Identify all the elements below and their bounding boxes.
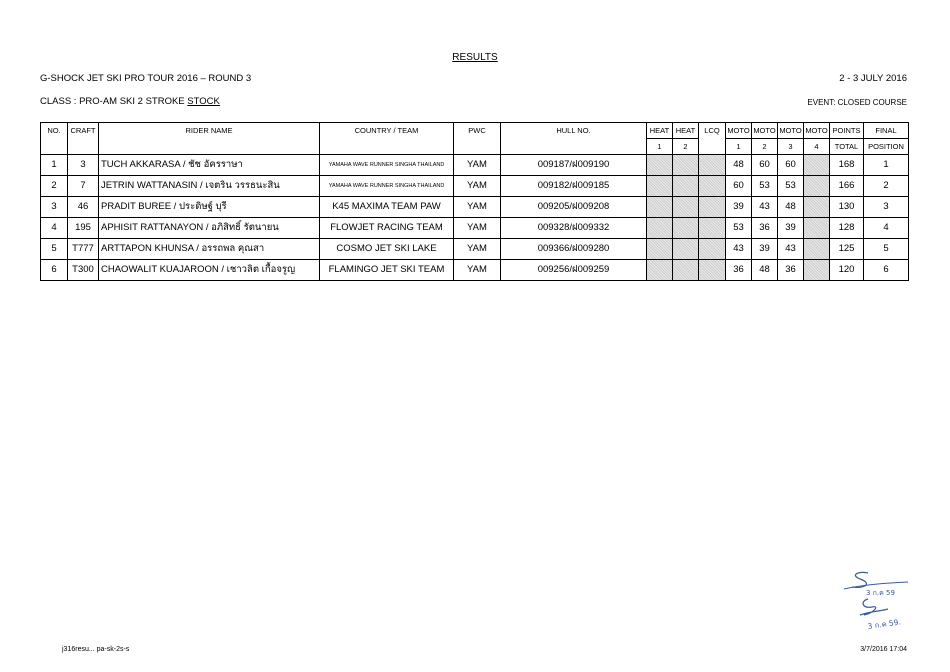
cell-moto-2: 36: [752, 218, 778, 239]
cell-pwc: YAM: [454, 218, 501, 239]
header-row-2: [41, 139, 909, 155]
cell-team: COSMO JET SKI LAKE: [320, 239, 454, 260]
col-heat-2: HEAT: [673, 123, 699, 139]
col-heat-1: HEAT: [647, 123, 673, 139]
table-row: [41, 155, 909, 176]
cell-heat-1: [647, 260, 673, 281]
col-final: FINAL: [864, 123, 909, 139]
col-moto-2: MOTO: [752, 123, 778, 139]
cell-craft: 195: [68, 218, 99, 239]
cell-rider: CHAOWALIT KUAJAROON / เชาวลิต เกื้อจรูญ: [99, 260, 320, 281]
cell-heat-2: [673, 155, 699, 176]
cell-lcq: [699, 155, 726, 176]
cell-total: 130: [830, 197, 864, 218]
cell-hull: 009256/ฝ009259: [501, 260, 647, 281]
table-row: [41, 260, 909, 281]
cell-moto-2: 43: [752, 197, 778, 218]
cell-team: K45 MAXIMA TEAM PAW: [320, 197, 454, 218]
col-points: POINTS: [830, 123, 864, 139]
cell-moto-1: 43: [726, 239, 752, 260]
col-no: NO.: [41, 123, 68, 139]
cell-position: 2: [864, 176, 909, 197]
cell-position: 3: [864, 197, 909, 218]
cell-team: YAMAHA WAVE RUNNER SINGHA THAILAND: [320, 155, 454, 176]
col-team-blank: [320, 139, 454, 155]
cell-hull: 009187/ฝ009190: [501, 155, 647, 176]
cell-lcq: [699, 197, 726, 218]
col-moto-3-num: 3: [778, 139, 804, 155]
cell-position: 4: [864, 218, 909, 239]
col-moto-4: MOTO: [804, 123, 830, 139]
col-moto-1-num: 1: [726, 139, 752, 155]
cell-total: 166: [830, 176, 864, 197]
footer-file-id: j316resu... pa-sk-2s-s: [62, 646, 130, 653]
col-no-blank: [41, 139, 68, 155]
cell-heat-1: [647, 197, 673, 218]
cell-heat-1: [647, 155, 673, 176]
cell-position: 5: [864, 239, 909, 260]
cell-moto-4: [804, 155, 830, 176]
table-row: [41, 197, 909, 218]
cell-moto-1: 36: [726, 260, 752, 281]
class-suffix: STOCK: [187, 96, 220, 107]
col-hull-blank: [501, 139, 647, 155]
handwritten-signature: [838, 565, 918, 640]
cell-no: 1: [41, 155, 68, 176]
cell-moto-4: [804, 260, 830, 281]
event-name: G-SHOCK JET SKI PRO TOUR 2016 – ROUND 3: [40, 73, 252, 84]
class-prefix: CLASS : PRO-AM SKI 2 STROKE: [40, 96, 188, 107]
col-moto-4-num: 4: [804, 139, 830, 155]
cell-moto-4: [804, 176, 830, 197]
cell-total: 120: [830, 260, 864, 281]
results-body: [41, 155, 909, 281]
cell-pwc: YAM: [454, 197, 501, 218]
col-moto-3: MOTO: [778, 123, 804, 139]
cell-total: 125: [830, 239, 864, 260]
cell-craft: 7: [68, 176, 99, 197]
cell-heat-2: [673, 260, 699, 281]
cell-moto-2: 60: [752, 155, 778, 176]
cell-craft: T300: [68, 260, 99, 281]
cell-rider: ARTTAPON KHUNSA / อรรถพล คุณสา: [99, 239, 320, 260]
col-moto-2-num: 2: [752, 139, 778, 155]
cell-no: 6: [41, 260, 68, 281]
col-team: COUNTRY / TEAM: [320, 123, 454, 139]
cell-moto-2: 53: [752, 176, 778, 197]
col-rider: RIDER NAME: [99, 123, 320, 139]
cell-craft: 46: [68, 197, 99, 218]
cell-team: FLOWJET RACING TEAM: [320, 218, 454, 239]
col-heat-2-num: 2: [673, 139, 699, 155]
cell-pwc: YAM: [454, 176, 501, 197]
col-craft: CRAFT: [68, 123, 99, 139]
cell-rider: TUCH AKKARASA / ชัช อัครราษา: [99, 155, 320, 176]
cell-moto-2: 39: [752, 239, 778, 260]
col-pwc-blank: [454, 139, 501, 155]
cell-pwc: YAM: [454, 155, 501, 176]
cell-lcq: [699, 239, 726, 260]
results-table: [40, 122, 909, 281]
cell-moto-2: 48: [752, 260, 778, 281]
cell-total: 128: [830, 218, 864, 239]
footer-timestamp: 3/7/2016 17:04: [860, 646, 907, 653]
cell-lcq: [699, 260, 726, 281]
cell-rider: PRADIT BUREE / ประดิษฐ์ บุรี: [99, 197, 320, 218]
cell-position: 1: [864, 155, 909, 176]
cell-heat-2: [673, 218, 699, 239]
cell-craft: 3: [68, 155, 99, 176]
col-craft-blank: [68, 139, 99, 155]
cell-lcq: [699, 176, 726, 197]
col-total: TOTAL: [830, 139, 864, 155]
cell-pwc: YAM: [454, 239, 501, 260]
svg-text:3 ก.ค 59: 3 ก.ค 59: [866, 589, 895, 597]
col-heat-1-num: 1: [647, 139, 673, 155]
cell-moto-3: 39: [778, 218, 804, 239]
cell-lcq: [699, 218, 726, 239]
col-position: POSITION: [864, 139, 909, 155]
page-title: RESULTS: [452, 52, 498, 63]
col-lcq-blank: [699, 139, 726, 155]
cell-position: 6: [864, 260, 909, 281]
cell-no: 2: [41, 176, 68, 197]
table-row: [41, 239, 909, 260]
cell-rider: APHISIT RATTANAYON / อภิสิทธิ์ รัตนายน: [99, 218, 320, 239]
cell-moto-3: 60: [778, 155, 804, 176]
cell-heat-1: [647, 218, 673, 239]
cell-moto-1: 48: [726, 155, 752, 176]
table-row: [41, 218, 909, 239]
cell-moto-4: [804, 218, 830, 239]
col-moto-1: MOTO: [726, 123, 752, 139]
cell-heat-2: [673, 176, 699, 197]
cell-moto-1: 60: [726, 176, 752, 197]
cell-craft: T777: [68, 239, 99, 260]
cell-pwc: YAM: [454, 260, 501, 281]
cell-heat-2: [673, 197, 699, 218]
cell-no: 3: [41, 197, 68, 218]
cell-rider: JETRIN WATTANASIN / เจตริน วรรธนะสิน: [99, 176, 320, 197]
cell-heat-1: [647, 176, 673, 197]
cell-hull: 009182/ฝ009185: [501, 176, 647, 197]
cell-total: 168: [830, 155, 864, 176]
col-hull: HULL NO.: [501, 123, 647, 139]
cell-moto-4: [804, 239, 830, 260]
cell-no: 4: [41, 218, 68, 239]
cell-no: 5: [41, 239, 68, 260]
header-row-1: [41, 123, 909, 139]
cell-heat-2: [673, 239, 699, 260]
class-label: [40, 96, 220, 107]
col-lcq: LCQ: [699, 123, 726, 139]
cell-hull: 009328/ฝ009332: [501, 218, 647, 239]
cell-moto-1: 53: [726, 218, 752, 239]
cell-moto-4: [804, 197, 830, 218]
col-rider-blank: [99, 139, 320, 155]
cell-heat-1: [647, 239, 673, 260]
svg-text:3 ก.ค 59.: 3 ก.ค 59.: [867, 617, 902, 631]
cell-moto-1: 39: [726, 197, 752, 218]
event-dates: 2 - 3 JULY 2016: [839, 73, 907, 84]
cell-moto-3: 36: [778, 260, 804, 281]
cell-moto-3: 48: [778, 197, 804, 218]
cell-moto-3: 43: [778, 239, 804, 260]
cell-hull: 009205/ฝ009208: [501, 197, 647, 218]
cell-team: FLAMINGO JET SKI TEAM: [320, 260, 454, 281]
table-row: [41, 176, 909, 197]
cell-moto-3: 53: [778, 176, 804, 197]
cell-team: YAMAHA WAVE RUNNER SINGHA THAILAND: [320, 176, 454, 197]
cell-hull: 009366/ฝ009280: [501, 239, 647, 260]
event-type: EVENT: CLOSED COURSE: [807, 98, 907, 107]
col-pwc: PWC: [454, 123, 501, 139]
